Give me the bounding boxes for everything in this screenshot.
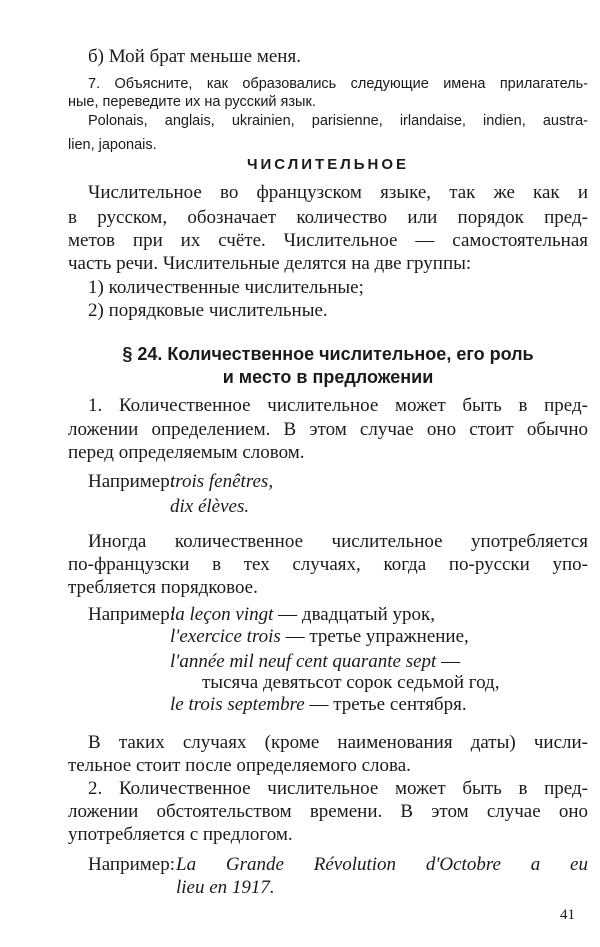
example-label: Например: — [88, 854, 175, 875]
paragraph-line: употребляется с предлогом. — [68, 824, 293, 845]
example-line — [202, 671, 600, 695]
paragraph-heading: § 24. Количественное числительное, его роль — [122, 344, 534, 364]
paragraph-line: метов при их счёте. Числительное — самостоятельная — [68, 230, 588, 251]
list-item: 1) количественные числительные; — [88, 277, 364, 298]
translation: — — [436, 651, 461, 672]
translation: — двадцатый урок, — [273, 604, 435, 625]
exercise-7-line: 7. Объясните, как образовались следующие имена прилагатель- — [88, 76, 588, 92]
paragraph-line: Иногда количественное числительное употребляется — [88, 531, 588, 552]
example-line — [170, 603, 600, 627]
example-french: La Grande Révolution d'Octobre a eu — [176, 854, 588, 875]
french-text: le trois septembre — [170, 694, 305, 715]
paragraph-line: ложении обстоятельством времени. В этом случае оно — [68, 801, 588, 822]
translation: — третье сентября. — [304, 694, 467, 715]
paragraph-heading: и место в предложении — [222, 367, 434, 387]
example-line — [170, 693, 600, 717]
paragraph-line: 2. Количественное числительное может быть в пред- — [88, 778, 588, 799]
paragraph-line: ложении определением. В этом случае оно стоит обычно — [68, 419, 588, 440]
french-text: dix élèves. — [170, 496, 250, 517]
exercise-7-words: lien, japonais. — [68, 137, 157, 153]
example-label: Например: — [88, 471, 175, 492]
paragraph-line: тельное стоит после определяемого слова. — [68, 755, 411, 776]
paragraph-line: перед определяемым словом. — [68, 442, 305, 463]
exercise-7-line: ные, переведите их на русский язык. — [68, 94, 316, 110]
exercise-7-words: Polonais, anglais, ukrainien, parisienne, irlandaise, indien, austra- — [88, 113, 588, 129]
page-number: 41 — [560, 907, 575, 923]
section-title: ЧИСЛИТЕЛЬНОЕ — [246, 156, 410, 173]
example-french: lieu en 1917. — [176, 877, 275, 898]
paragraph-line: В таких случаях (кроме наименования даты) числи- — [88, 732, 588, 753]
exercise-6-line: б) Мой брат меньше меня. — [88, 46, 301, 67]
paragraph-line: в русском, обозначает количество или порядок пред- — [68, 207, 588, 228]
example-french — [170, 470, 600, 494]
paragraph-line: часть речи. Числительные делятся на две группы: — [68, 253, 472, 274]
french-text: la leçon vingt — [170, 604, 274, 625]
example-line — [170, 625, 600, 649]
french-text: trois fenêtres, — [170, 471, 274, 492]
french-text: l'exercice trois — [170, 626, 281, 647]
example-french — [170, 495, 600, 519]
paragraph-line: по-французски в тех случаях, когда по-русски упо- — [68, 554, 588, 575]
paragraph-line: Числительное во французском языке, так же как и — [88, 182, 588, 203]
paragraph-line: 1. Количественное числительное может быть в пред- — [88, 395, 588, 416]
list-item: 2) порядковые числительные. — [88, 300, 328, 321]
french-text: l'année mil neuf cent quarante sept — [170, 651, 437, 672]
translation: тысяча девятьсот сорок седьмой год, — [202, 672, 500, 693]
translation: — третье упражнение, — [280, 626, 469, 647]
paragraph-line: требляется порядковое. — [68, 577, 258, 598]
example-label: Например: — [88, 604, 175, 625]
